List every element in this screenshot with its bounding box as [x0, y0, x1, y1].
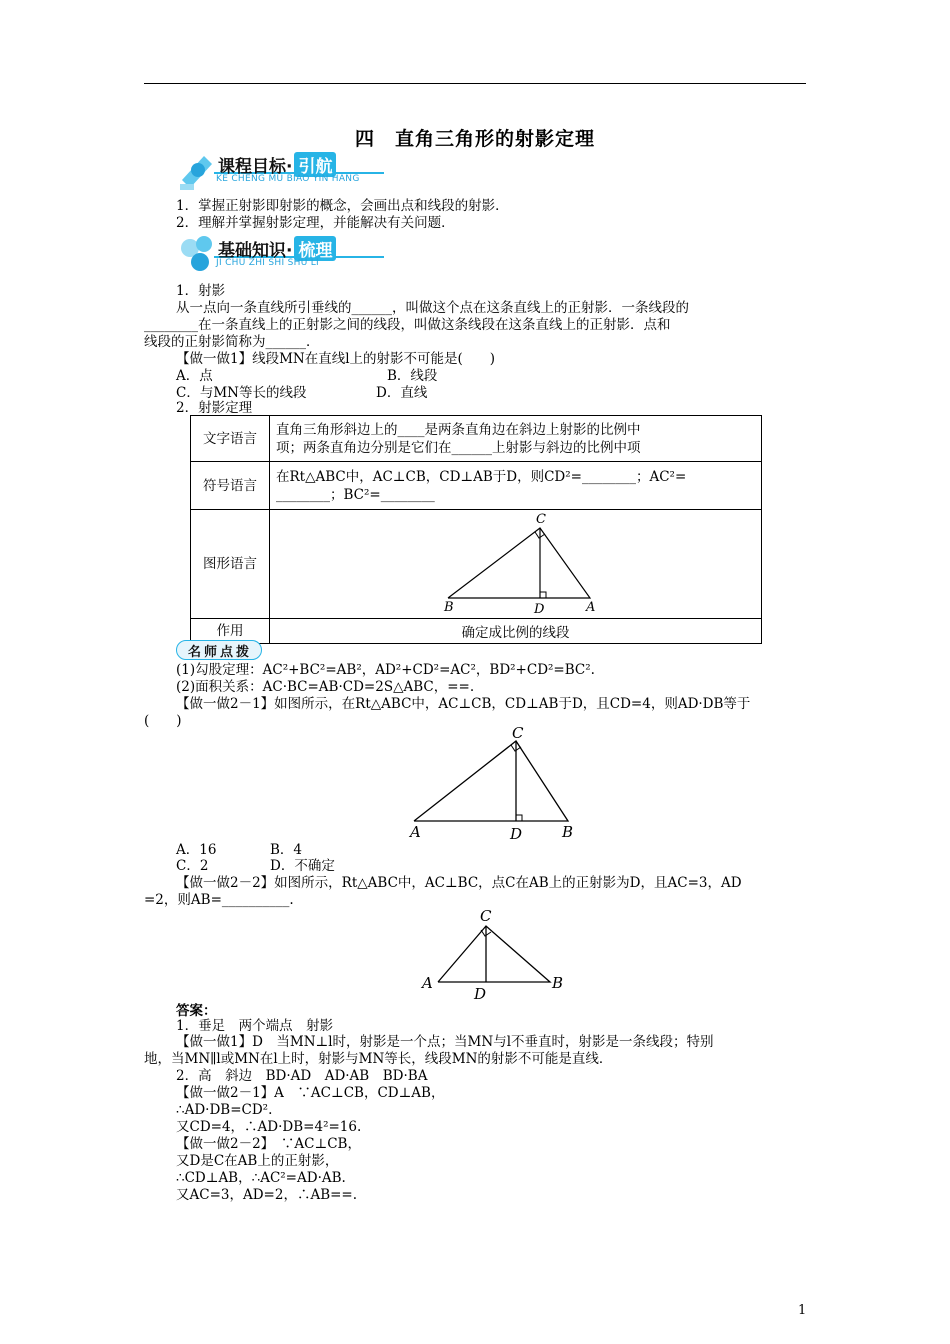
banner-heading: 课程目标· 引航	[218, 152, 336, 177]
label-c: C	[480, 907, 492, 925]
row-symbol-content: 在Rt△ABC中，AC⊥CB，CD⊥AB于D，则CD²=________；AC²= ________；BC²=________	[270, 462, 762, 510]
answer-line: 又D是C在AB上的正射影，	[176, 1153, 339, 1169]
q21-option-c: C．2	[176, 858, 209, 874]
triangle-figure-1	[270, 510, 760, 614]
answer-line: 【做一做2－2】 ∵AC⊥CB，	[176, 1136, 361, 1152]
q21-option-a: A．16	[176, 842, 217, 858]
answer-line: ∴CD⊥AB，∴AC²=AD·AB.	[176, 1170, 346, 1186]
projection-theorem-table	[190, 415, 762, 644]
label-c: C	[512, 724, 524, 742]
q1-option-c: C．与MN等长的线段	[176, 385, 307, 401]
q1-option-b: B．线段	[387, 368, 438, 384]
label-b: B	[444, 600, 454, 614]
satellite-icon	[178, 150, 218, 192]
label-d: D	[510, 825, 523, 843]
page-number: 1	[798, 1303, 807, 1318]
banner-tag: 引航	[294, 152, 336, 177]
answer-line: 1．垂足 两个端点 射影	[176, 1018, 334, 1034]
q21-option-d: D．不确定	[270, 858, 335, 874]
row-label-text: 文字语言	[191, 416, 270, 462]
q1-option-a: A．点	[176, 368, 213, 384]
section1-p3: 线段的正射影简称为______．	[144, 334, 320, 350]
answer-line: 【做一做1】D 当MN⊥l时，射影是一个点；当MN与l不垂直时，射影是一条线段；特别	[176, 1034, 714, 1050]
answer-line: 又CD=4，∴AD·DB=4²=16.	[176, 1119, 362, 1135]
row-use-content: 确定成比例的线段	[270, 619, 762, 644]
teacher-tip-badge: 名师点拨	[176, 640, 264, 660]
question-2-1: 【做一做2－1】如图所示，在Rt△ABC中，AC⊥CB，CD⊥AB于D，且CD=4，则AD·DB等于	[176, 696, 751, 712]
label-a: A	[586, 600, 596, 614]
row-figure-content	[270, 510, 762, 619]
answers-heading: 答案：	[176, 1003, 217, 1019]
answer-line: 2．高 斜边 BD·AD AD·AB BD·BA	[176, 1068, 428, 1084]
row-label-symbol: 符号语言	[191, 462, 270, 510]
answer-line: ∴AD·DB=CD².	[176, 1102, 273, 1118]
label-d: D	[474, 985, 487, 1003]
label-a: A	[422, 974, 433, 992]
triangle-figure-3	[414, 904, 574, 1004]
label-b: B	[562, 823, 574, 841]
triangle-figure-2	[400, 724, 590, 844]
goal-2: 2．理解并掌握射影定理，并能解决有关问题．	[176, 215, 455, 231]
answer-line: 【做一做2－1】A ∵AC⊥CB，CD⊥AB，	[176, 1085, 445, 1101]
section1-p1: 从一点向一条直线所引垂线的______，叫做这个点在这条直线上的正射影．一条线段的	[176, 300, 689, 316]
abc-icon	[178, 234, 218, 276]
label-c: C	[536, 512, 546, 527]
goal-1: 1．掌握正射影即射影的概念，会画出点和线段的射影．	[176, 198, 509, 214]
question-2-1-paren: ( )	[144, 713, 182, 729]
row-text-content: 直角三角形斜边上的____是两条直角边在斜边上射影的比例中 项；两条直角边分别是它们在______上射影与斜边的比例中项	[270, 416, 762, 462]
question-2-2-cont: =2，则AB=__________.	[144, 892, 294, 908]
question-2-2: 【做一做2－2】如图所示，Rt△ABC中，AC⊥BC，点C在AB上的正射影为D，且AC=3，AD	[176, 875, 742, 891]
section2-heading: 2．射影定理	[176, 400, 253, 416]
label-d: D	[534, 602, 545, 614]
section1-p2: ________在一条直线上的正射影之间的线段，叫做这条线段在这条直线上的正射影．点和	[144, 317, 671, 333]
label-a: A	[410, 823, 421, 841]
banner-subtitle: JI CHU ZHI SHI SHU LI	[216, 258, 320, 268]
label-b: B	[552, 974, 564, 992]
row-label-figure: 图形语言	[191, 510, 270, 619]
answer-line: 又AC=3，AD=2，∴AB==.	[176, 1187, 358, 1203]
page-title: 四 直角三角形的射影定理	[354, 128, 595, 150]
q1-option-d: D．直线	[376, 385, 428, 401]
section1-heading: 1．射影	[176, 283, 226, 299]
q21-option-b: B．4	[270, 842, 303, 858]
row-label-use: 作用	[191, 619, 270, 644]
header-rule	[144, 83, 806, 84]
answer-line: 地，当MN∥l或MN在l上时，射影与MN等长，线段MN的射影不可能是直线．	[144, 1051, 613, 1067]
banner-subtitle: KE CHENG MU BIAO YIN HANG	[216, 174, 360, 184]
tip-2: (2)面积关系：AC·BC=AB·CD=2S△ABC，==.	[176, 679, 475, 695]
question-1: 【做一做1】线段MN在直线l上的射影不可能是( )	[176, 351, 496, 367]
tip-1: (1)勾股定理：AC²+BC²=AB²，AD²+CD²=AC²，BD²+CD²=BC².	[176, 662, 595, 678]
banner-tag: 梳理	[294, 236, 336, 261]
banner-heading: 基础知识· 梳理	[218, 236, 336, 261]
